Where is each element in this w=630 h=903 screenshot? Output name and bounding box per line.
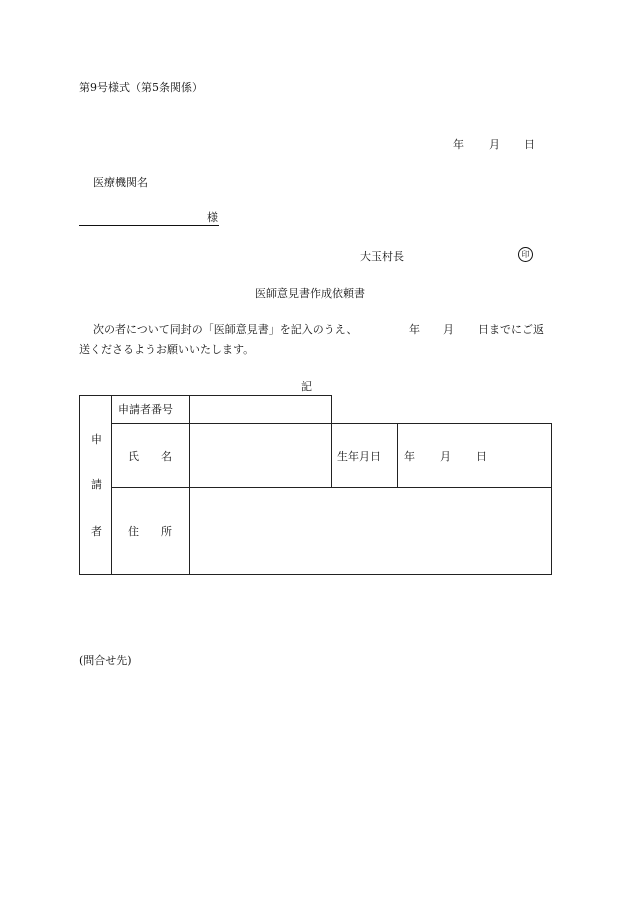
form-number: 第9号様式（第5条関係）: [79, 81, 203, 94]
document-title: 医師意見書作成依頼書: [255, 287, 365, 300]
body-month-label: 月: [443, 323, 454, 336]
body-text-line1: 次の者について同封の「医師意見書」を記入のうえ、: [93, 323, 358, 336]
dob-day-label: 日: [476, 450, 487, 463]
applicant-label-char: 申: [91, 433, 102, 446]
body-text-line2: 送くださるようお願いいたします。: [79, 343, 255, 356]
contact-label: (問合せ先): [79, 654, 132, 667]
seal-icon: 印: [518, 247, 533, 262]
addressee-honorific: 様: [207, 211, 218, 224]
date-day-label: 日: [524, 138, 535, 151]
address-label: 住 所: [128, 525, 172, 538]
body-text-tail: 日までにご返: [478, 323, 544, 336]
date-month-label: 月: [489, 138, 500, 151]
name-label: 氏 名: [128, 450, 172, 463]
dob-year-label: 年: [404, 450, 415, 463]
applicant-label-char: 者: [91, 525, 102, 538]
application-number-field[interactable]: [189, 395, 332, 424]
name-field[interactable]: [189, 423, 332, 488]
application-number-label: 申請者番号: [118, 403, 173, 416]
dob-field[interactable]: [397, 423, 552, 488]
issuer-name: 大玉村長: [360, 250, 404, 263]
applicant-label-char: 請: [91, 478, 102, 491]
ki-heading: 記: [301, 380, 312, 393]
dob-month-label: 月: [440, 450, 451, 463]
addressee-line: [79, 225, 219, 226]
address-field[interactable]: [189, 487, 552, 575]
recipient-label: 医療機関名: [93, 176, 148, 189]
dob-label: 生年月日: [337, 450, 381, 463]
body-year-label: 年: [409, 323, 420, 336]
date-year-label: 年: [453, 138, 464, 151]
